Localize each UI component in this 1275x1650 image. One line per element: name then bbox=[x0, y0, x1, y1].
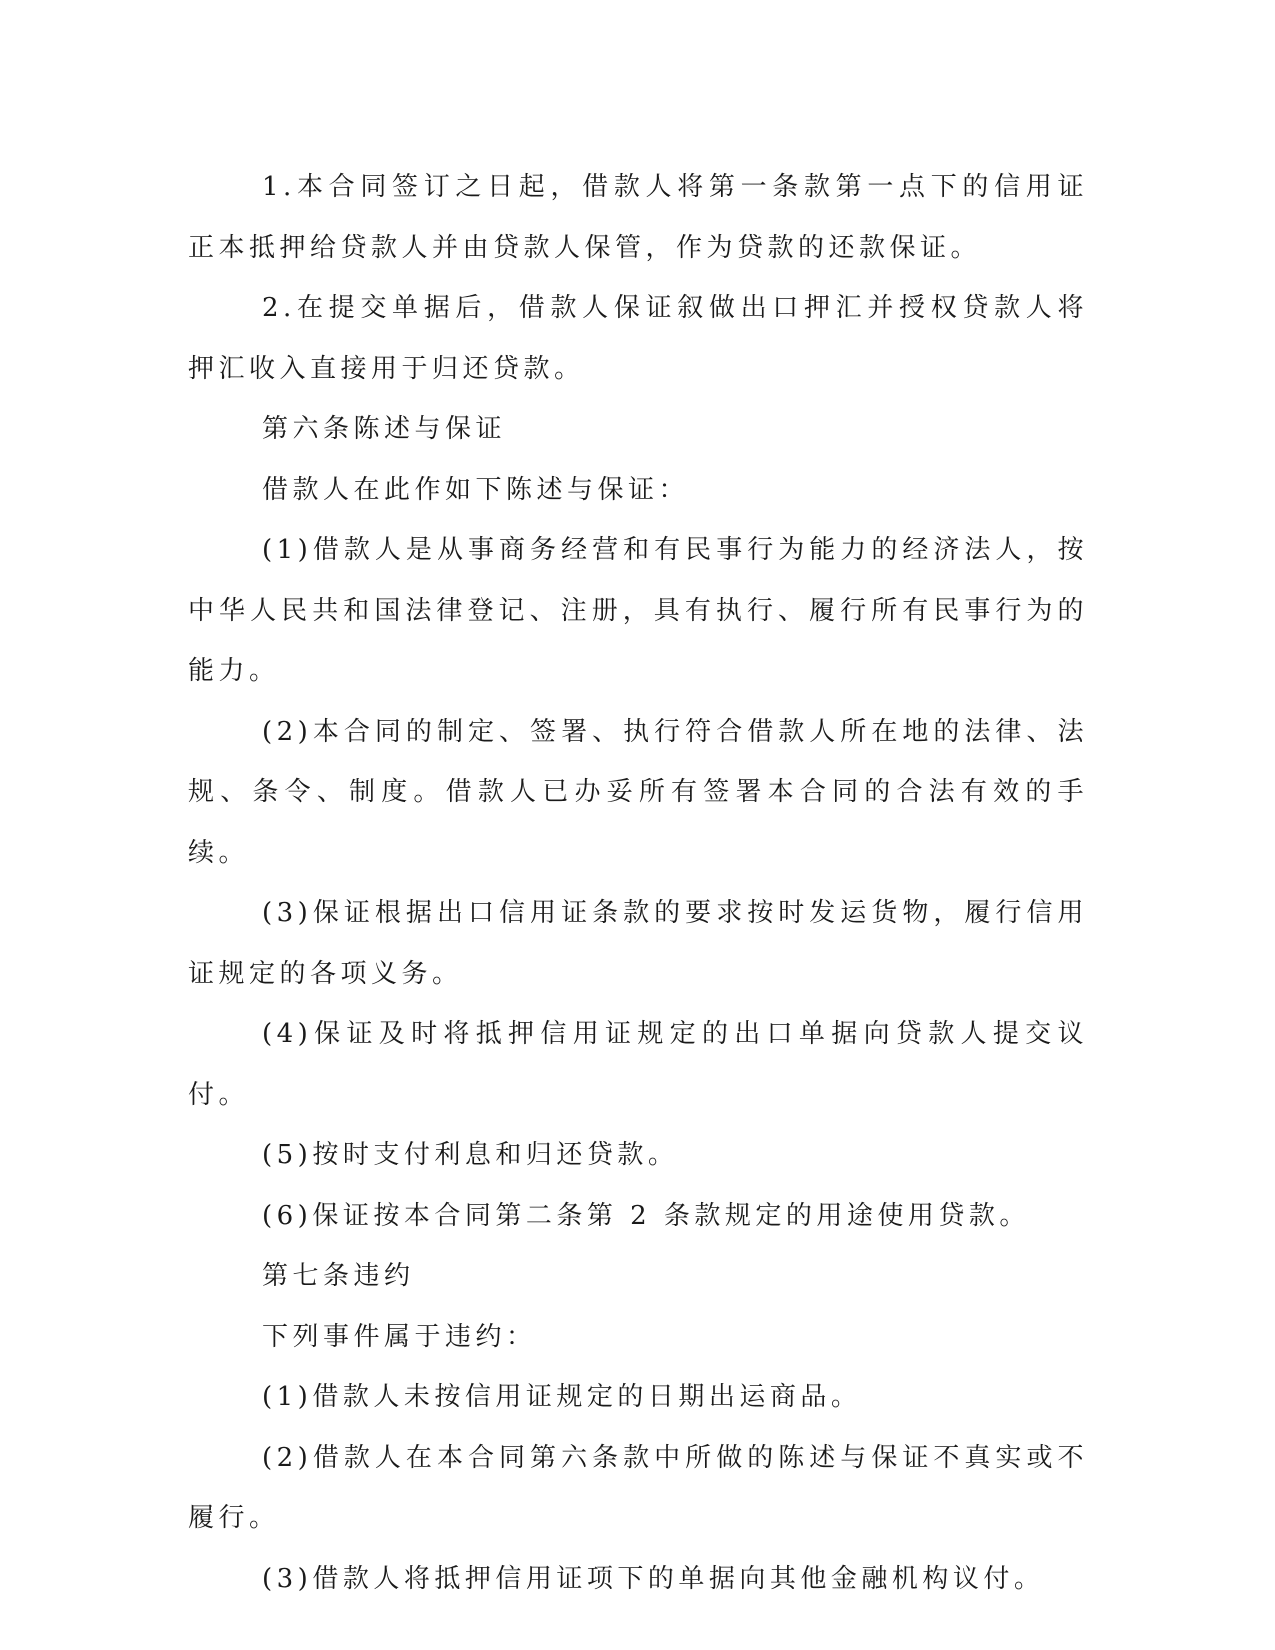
section-heading-article-7: 第七条违约 bbox=[262, 1261, 415, 1291]
paragraph-item-2: (2)本合同的制定、签署、执行符合借款人所在地的法律、法规、条令、制度。借款人已办妥所有签署本合同的合法有效的手续。 bbox=[188, 716, 1088, 868]
paragraph-intro-representations: 借款人在此作如下陈述与保证： bbox=[262, 474, 690, 505]
paragraph-intro-defaults: 下列事件属于违约： bbox=[262, 1321, 537, 1352]
paragraph-item-5: (5)按时支付利息和归还贷款。 bbox=[262, 1140, 679, 1170]
paragraph-default-1: (1)借款人未按信用证规定的日期出运商品。 bbox=[262, 1382, 862, 1412]
paragraph-item-4: (4)保证及时将抵押信用证规定的出口单据向贷款人提交议付。 bbox=[188, 1019, 1088, 1110]
paragraph-clause-1: 1.本合同签订之日起，借款人将第一条款第一点下的信用证正本抵押给贷款人并由贷款人保管，作为贷款的还款保证。 bbox=[188, 172, 1088, 263]
paragraph-item-1: (1)借款人是从事商务经营和有民事行为能力的经济法人，按中华人民共和国法律登记、注册，具有执行、履行所有民事行为的能力。 bbox=[188, 535, 1088, 686]
paragraph-item-6: (6)保证按本合同第二条第 2 条款规定的用途使用贷款。 bbox=[262, 1200, 1030, 1231]
paragraph-default-2: (2)借款人在本合同第六条款中所做的陈述与保证不真实或不履行。 bbox=[188, 1442, 1088, 1533]
paragraph-default-3: (3)借款人将抵押信用证项下的单据向其他金融机构议付。 bbox=[262, 1563, 1045, 1594]
paragraph-clause-2: 2.在提交单据后，借款人保证叙做出口押汇并授权贷款人将押汇收入直接用于归还贷款。 bbox=[188, 293, 1088, 384]
paragraph-item-3: (3)保证根据出口信用证条款的要求按时发运货物，履行信用证规定的各项义务。 bbox=[188, 898, 1088, 989]
section-heading-article-6: 第六条陈述与保证 bbox=[262, 414, 507, 444]
document-body bbox=[188, 157, 1088, 1609]
